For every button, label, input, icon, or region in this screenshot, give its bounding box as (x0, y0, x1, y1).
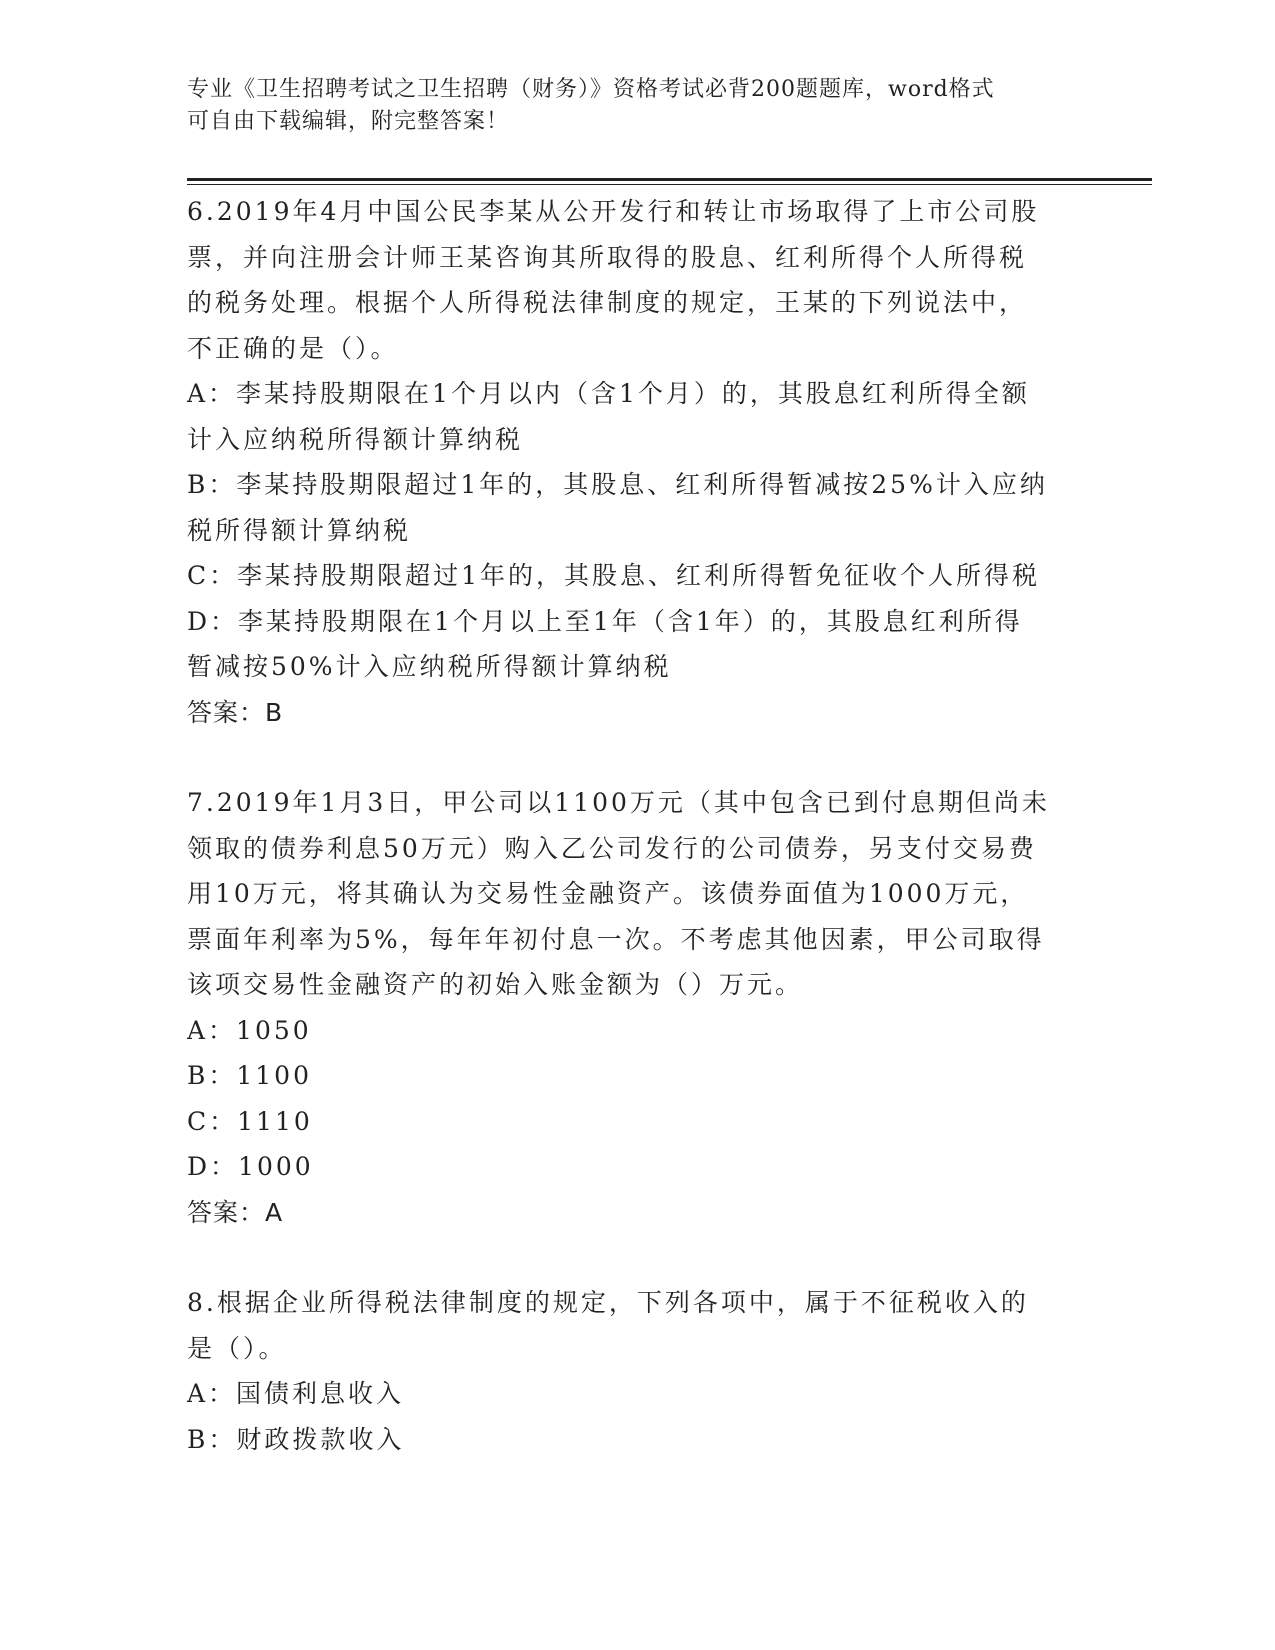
question-text-line: 票面年利率为5%，每年年初付息一次。不考虑其他因素，甲公司取得 (187, 924, 1045, 954)
question-text-line: 6.2019年4月中国公民李某从公开发行和转让市场取得了上市公司股 (187, 197, 1040, 226)
option-c (187, 553, 1087, 599)
question-8-stem (187, 1280, 1087, 1371)
answer-label: 答案：B (187, 697, 284, 727)
option-a: A：国债利息收入 (187, 1379, 405, 1408)
option-b: B：1100 (187, 1061, 312, 1090)
question-list (187, 189, 1087, 1507)
question-text-line: 该项交易性金融资产的初始入账金额为（）万元。 (187, 970, 804, 999)
question-text-line: 是（）。 (187, 1333, 287, 1363)
option-d (187, 599, 1087, 690)
answer-label: 答案：A (187, 1197, 284, 1227)
question-6-stem (187, 189, 1087, 371)
header-divider-thin (187, 184, 1152, 185)
option-text-line: B：李某持股期限超过1年的，其股息、红利所得暂减按25%计入应纳 (187, 470, 1048, 499)
question-text-line: 票，并向注册会计师王某咨询其所取得的股息、红利所得个人所得税 (187, 242, 1028, 272)
option-text-line: C：李某持股期限超过1年的，其股息、红利所得暂免征收个人所得税 (187, 561, 1041, 590)
question-text-line: 用10万元，将其确认为交易性金融资产。该债券面值为1000万元， (187, 879, 1029, 908)
option-c: C：1110 (187, 1106, 313, 1136)
document-header (187, 74, 1067, 138)
option-a: A：1050 (187, 1015, 312, 1045)
option-text-line: D：李某持股期限在1个月以上至1年（含1年）的，其股息红利所得 (187, 606, 1023, 636)
question-text-line: 7.2019年1月3日，甲公司以1100万元（其中包含已到付息期但尚未 (187, 788, 1050, 817)
option-b: B：财政拨款收入 (187, 1424, 405, 1454)
option-text-line: 计入应纳税所得额计算纳税 (187, 424, 524, 454)
option-a (187, 371, 1087, 462)
option-d: D：1000 (187, 1152, 314, 1181)
option-text-line: 暂减按50%计入应纳税所得额计算纳税 (187, 652, 672, 681)
question-text-line: 不正确的是（）。 (187, 333, 399, 363)
question-8 (187, 1280, 1087, 1462)
question-text-line: 的税务处理。根据个人所得税法律制度的规定，王某的下列说法中， (187, 288, 1028, 317)
option-b (187, 462, 1087, 553)
option-text-line: A：李某持股期限在1个月以内（含1个月）的，其股息红利所得全额 (187, 379, 1030, 408)
question-6 (187, 189, 1087, 735)
question-text-line: 领取的债券利息50万元）购入乙公司发行的公司债券，另支付交易费 (187, 833, 1037, 863)
question-7-stem (187, 780, 1087, 1008)
header-line-1: 专业《卫生招聘考试之卫生招聘（财务）》资格考试必背200题题库，word格式 (187, 77, 995, 102)
question-7 (187, 780, 1087, 1235)
option-text-line: 税所得额计算纳税 (187, 515, 412, 545)
header-divider-thick (187, 178, 1152, 181)
header-line-2: 可自由下载编辑，附完整答案！ (187, 109, 510, 134)
question-text-line: 8.根据企业所得税法律制度的规定，下列各项中，属于不征税收入的 (187, 1288, 1029, 1317)
